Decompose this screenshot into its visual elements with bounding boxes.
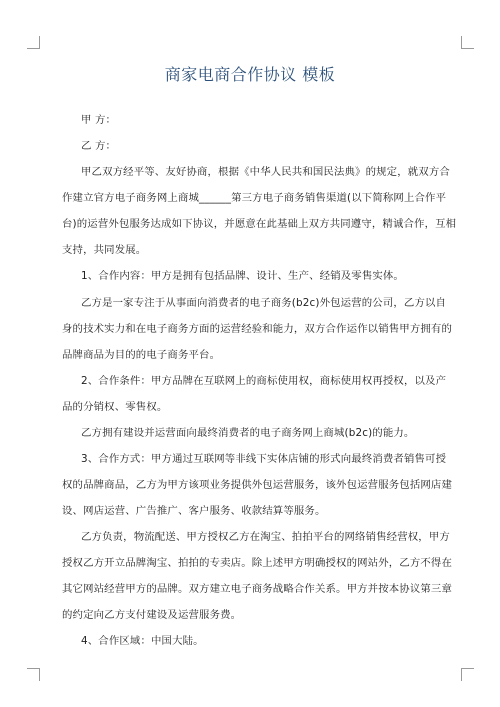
paragraph-line: 作建立官方电子商务网上商城______第三方电子商务销售渠道(以下简称网上合作平 bbox=[62, 192, 447, 204]
paragraph-line: 支持，共同发展。 bbox=[62, 244, 147, 256]
paragraph-line: 台)的运营外包服务达成如下协议，并愿意在此基础上双方共同遵守，精诚合作，互相 bbox=[62, 218, 457, 230]
crop-mark-bottom-right bbox=[461, 668, 474, 681]
paragraph-line: 设、网店运营、广告推广、客户服务、收款结算等服务。 bbox=[62, 505, 326, 517]
paragraph-line: 身的技术实力和在电子商务方面的运营经验和能力，双方合作运作以销售甲方拥有的 bbox=[62, 323, 452, 335]
paragraph-line: 权的品牌商品，乙方为甲方该项业务提供外包运营服务，该外包运营服务包括网店建 bbox=[62, 479, 452, 491]
party-b-label: 乙 方： bbox=[81, 140, 117, 152]
section-heading: 4、合作区域：中国大陆。 bbox=[81, 635, 204, 647]
section-heading: 3、合作方式：甲方通过互联网等非线下实体店铺的形式向最终消费者销售可授 bbox=[81, 453, 447, 465]
crop-mark-top-right bbox=[461, 36, 474, 49]
paragraph-line: 品牌商品为目的的电子商务平台。 bbox=[62, 349, 221, 361]
paragraph-line: 的约定向乙方支付建设及运营服务费。 bbox=[62, 609, 242, 621]
crop-mark-bottom-left bbox=[27, 668, 40, 681]
paragraph-line: 乙方是一家专注于从事面向消费者的电子商务(b2c)外包运营的公司，乙方以自 bbox=[81, 297, 447, 309]
section-heading: 1、合作内容：甲方是拥有包括品牌、设计、生产、经销及零售实体。 bbox=[81, 270, 404, 282]
document-title: 商家电商合作协议 模板 bbox=[164, 65, 336, 84]
paragraph-line: 授权乙方开立品牌淘宝、拍拍的专卖店。除上述甲方明确授权的网站外，乙方不得在 bbox=[62, 557, 452, 569]
party-a-label: 甲 方： bbox=[81, 114, 117, 126]
paragraph-line: 乙方负责，物流配送、甲方授权乙方在淘宝、拍拍平台的网络销售经营权，甲方 bbox=[81, 531, 450, 543]
paragraph-line: 品的分销权、零售权。 bbox=[62, 401, 168, 413]
crop-mark-top-left bbox=[27, 36, 40, 49]
paragraph-line: 甲乙双方经平等、友好协商，根据《中华人民共和国民法典》的规定，就双方合 bbox=[81, 166, 450, 178]
section-heading: 2、合作条件：甲方品牌在互联网上的商标使用权，商标使用权再授权，以及产 bbox=[81, 375, 447, 387]
paragraph-line: 其它网站经营甲方的品牌。双方建立电子商务战略合作关系。甲方并按本协议第三章 bbox=[62, 583, 452, 595]
paragraph-line: 乙方拥有建设并运营面向最终消费者的电子商务网上商城(b2c)的能力。 bbox=[81, 427, 415, 439]
